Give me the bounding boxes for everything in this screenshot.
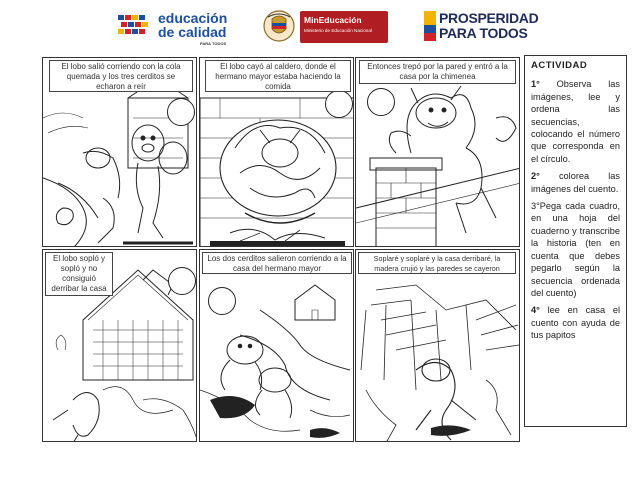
sequence-circle-2[interactable] [325, 90, 353, 118]
sequence-circle-5[interactable] [208, 287, 236, 315]
caption-panel-1: El lobo salió corriendo con la cola quemada y los tres cerditos se echaron a reír [49, 60, 193, 92]
step-1-text: Observa las imágenes, lee y ordena las secuencias, colocando el número que corresponda en el círculo. [531, 79, 620, 164]
activity-step-2 [531, 170, 620, 195]
prosperidad-text: PROSPERIDAD [439, 10, 539, 26]
coat-of-arms-icon [262, 9, 296, 43]
panel-pigs-running [199, 249, 354, 442]
logo-tagline-text: PARA TODOS [200, 41, 227, 46]
logo-educacion-text: educación [158, 10, 228, 26]
step-2-number: 2° [531, 171, 540, 182]
prosperidad-logo [424, 10, 539, 45]
caption-panel-3: Entonces trepó por la pared y entró a la casa por la chimenea [359, 60, 516, 84]
step-2-text: colorea las imágenes del cuento. [531, 171, 620, 194]
caption-panel-4: El lobo sopló y sopló y no consiguió derribar la casa [45, 252, 113, 296]
pigs-running-illustration [200, 250, 354, 442]
ministerio-text: Ministerio de Educación Nacional [304, 28, 372, 33]
educacion-de-calidad-logo [118, 11, 228, 47]
activity-step-3 [531, 200, 620, 299]
caption-panel-5: Los dos cerditos salieron corriendo a la casa del hermano mayor [202, 252, 352, 274]
house-collapsing-illustration [356, 250, 520, 442]
sequence-circle-1[interactable] [167, 98, 195, 126]
step-1-number: 1° [531, 79, 540, 90]
panel-house-collapsing [355, 249, 520, 442]
caption-panel-6: Soplaré y soplaré y la casa derribaré, la madera crujió y las paredes se cayeron [358, 252, 516, 274]
mineducacion-text: MinEducación [304, 15, 362, 25]
flag-stripes-icon [424, 11, 438, 41]
step-4-text: lee en casa el cuento con ayuda de tus papitos [531, 305, 620, 341]
panel-wolf-chimney [355, 57, 520, 247]
activity-step-1 [531, 78, 620, 165]
activity-title: ACTIVIDAD [531, 60, 588, 71]
mineducacion-logo [262, 9, 390, 47]
step-4-number: 4° [531, 305, 540, 316]
logo-de-calidad-text: de calidad [158, 24, 227, 40]
activity-step-4 [531, 304, 620, 341]
step-3-text: 3°Pega cada cuadro, en una hoja del cuaderno y transcribe la historia (ten en cuenta que debes pegarlo según la secuencia ordenada del cuento) [531, 201, 620, 298]
activity-instructions [524, 55, 627, 427]
caption-panel-2: El lobo cayó al caldero, donde el hermano mayor estaba haciendo la comida [205, 60, 351, 92]
sequence-circle-3[interactable] [367, 88, 395, 116]
dots-mark-icon [118, 11, 162, 41]
sequence-circle-4[interactable] [168, 267, 196, 295]
para-todos-text: PARA TODOS [439, 25, 528, 41]
wolf-chimney-illustration [356, 58, 520, 247]
